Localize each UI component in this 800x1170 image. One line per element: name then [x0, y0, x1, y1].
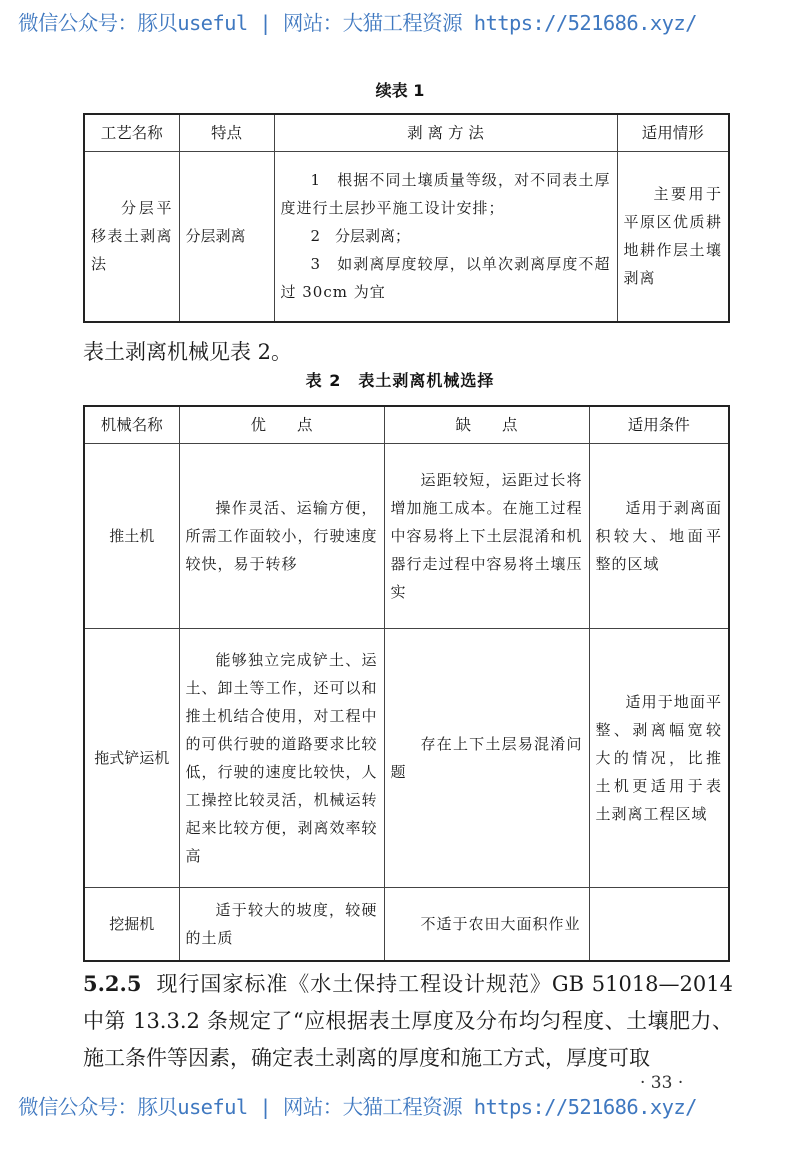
page-number: · 33 ·	[640, 1073, 684, 1093]
table1	[83, 113, 730, 323]
section-paragraph	[83, 965, 733, 1077]
method-step: 2 分层剥离；	[310, 227, 411, 246]
table-row	[84, 152, 729, 322]
pros-cell: 能够独立完成铲土、运土、卸土等工作，还可以和推土机结合使用，对工程中的可供行驶的道路要求比较低，行驶的速度比较快，人工操控比较灵活，机械运转起来比较方便，剥离效率较高	[179, 629, 384, 888]
table2-header-cell: 缺 点	[384, 406, 589, 444]
conditions-cell: 适用于地面平整、剥离幅宽较大的情况，比推土机更适用于表土剥离工程区域	[589, 629, 729, 888]
machine-name-cell: 拖式铲运机	[84, 629, 179, 888]
table2-header-cell: 优 点	[179, 406, 384, 444]
table2-header-cell: 机械名称	[84, 406, 179, 444]
table1-header-cell: 剥 离 方 法	[274, 114, 617, 152]
watermark-header: 微信公众号：豚贝useful | 网站：大猫工程资源 https://521686.xyz/	[18, 11, 697, 35]
machine-name-cell: 挖掘机	[84, 888, 179, 961]
method-step: 3 如剥离厚度较厚，以单次剥离厚度不超过 30cm 为宜	[280, 255, 611, 302]
pros-cell: 适于较大的坡度，较硬的土质	[179, 888, 384, 961]
table1-header-cell: 适用情形	[617, 114, 729, 152]
table1-header-cell: 特点	[179, 114, 274, 152]
table2-caption: 表 2 表土剥离机械选择	[305, 371, 495, 390]
conditions-cell	[589, 888, 729, 961]
watermark-footer: 微信公众号：豚贝useful | 网站：大猫工程资源 https://521686.xyz/	[18, 1095, 697, 1119]
table2-header-row	[84, 406, 729, 444]
section-number: 5.2.5	[83, 971, 142, 996]
conditions-cell: 适用于剥离面积较大、地面平整的区域	[589, 444, 729, 629]
feature-cell: 分层剥离	[179, 152, 274, 322]
table1-header-cell: 工艺名称	[84, 114, 179, 152]
section-text: 现行国家标准《水土保持工程设计规范》GB 51018—2014 中第 13.3.2 条规定了“应根据表土厚度及分布均匀程度、土壤肥力、施工条件等因素，确定表土剥离的厚度和施工方式，厚度可取	[83, 972, 733, 1070]
table2-header-cell: 适用条件	[589, 406, 729, 444]
cons-cell: 不适于农田大面积作业	[384, 888, 589, 961]
table-row	[84, 888, 729, 961]
intro-text: 表土剥离机械见表 2。	[83, 340, 293, 364]
table-row	[84, 444, 729, 629]
table1-caption: 续表 1	[375, 81, 425, 100]
method-cell	[274, 152, 617, 322]
cons-cell: 存在上下土层易混淆问题	[384, 629, 589, 888]
cons-cell: 运距较短，运距过长将增加施工成本。在施工过程中容易将上下土层混淆和机器行走过程中容易将土壤压实	[384, 444, 589, 629]
method-step: 1 根据不同土壤质量等级，对不同表土厚度进行土层抄平施工设计安排；	[280, 171, 611, 218]
applicable-cell: 主要用于平原区优质耕地耕作层土壤剥离	[617, 152, 729, 322]
table1-header-row	[84, 114, 729, 152]
pros-cell: 操作灵活、运输方便，所需工作面较小，行驶速度较快，易于转移	[179, 444, 384, 629]
table2	[83, 405, 730, 962]
process-name-cell: 分层平移表土剥离法	[84, 152, 179, 322]
machine-name-cell: 推土机	[84, 444, 179, 629]
table-row	[84, 629, 729, 888]
